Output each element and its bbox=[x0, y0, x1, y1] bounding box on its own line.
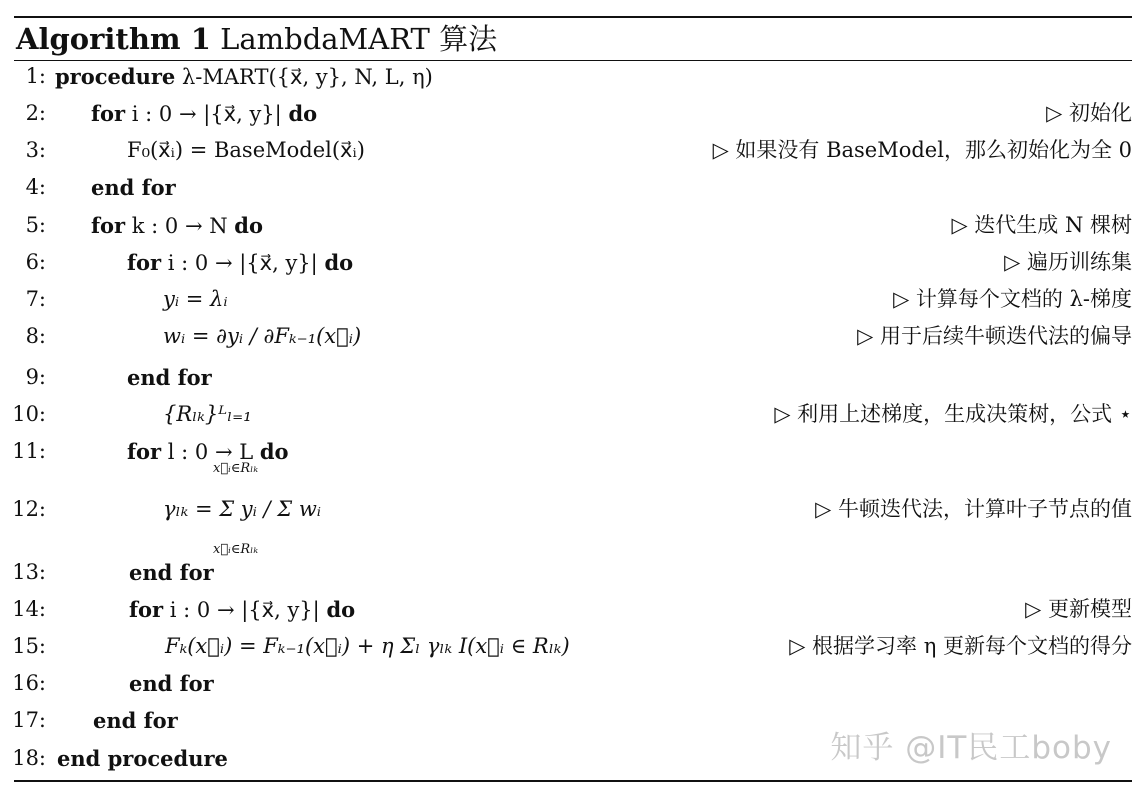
algo-line-10 bbox=[0, 396, 1146, 433]
line-code: Fₖ(x⃗ᵢ) = Fₖ₋₁(x⃗ᵢ) + η Σₗ γₗₖ I(x⃗ᵢ ∈ Rₗₖ) bbox=[165, 634, 570, 658]
algo-line-2 bbox=[0, 95, 1146, 132]
line-comment: ▷ 牛顿迭代法，计算叶子节点的值 bbox=[815, 497, 1132, 521]
bottom-rule bbox=[14, 780, 1132, 782]
line-comment: ▷ 遍历训练集 bbox=[1004, 250, 1132, 274]
algo-line-7 bbox=[0, 281, 1146, 318]
line-number: 11: bbox=[12, 439, 46, 463]
line-code: for i : 0 → |{x⃗, y}| do bbox=[127, 250, 354, 275]
line-code: end for bbox=[91, 175, 176, 200]
watermark: 知乎 @IT民工boby bbox=[830, 730, 1112, 766]
line-number: 13: bbox=[12, 560, 46, 584]
algo-line-9 bbox=[0, 359, 1146, 396]
line-code: {Rₗₖ}ᴸₗ₌₁ bbox=[163, 402, 252, 426]
line-code: for l : 0 → L do bbox=[127, 439, 289, 464]
line-number: 14: bbox=[12, 597, 46, 621]
line-comment: ▷ 计算每个文档的 λ-梯度 bbox=[893, 287, 1132, 311]
line-code: wᵢ = ∂yᵢ / ∂Fₖ₋₁(x⃗ᵢ) bbox=[163, 324, 362, 348]
algorithm-label: Algorithm 1 bbox=[16, 22, 211, 56]
algo-line-6 bbox=[0, 244, 1146, 281]
line-number: 16: bbox=[12, 671, 46, 695]
line-comment: ▷ 如果没有 BaseModel，那么初始化为全 0 bbox=[712, 138, 1132, 162]
line-number: 5: bbox=[25, 213, 46, 237]
line-number: 18: bbox=[12, 746, 46, 770]
algo-line-13 bbox=[0, 554, 1146, 591]
algo-line-4 bbox=[0, 169, 1146, 206]
sum-subscript-numerator: x⃗ᵢ∈Rₗₖ bbox=[213, 461, 259, 476]
algo-line-15 bbox=[0, 628, 1146, 665]
algorithm-name: LambdaMART 算法 bbox=[220, 22, 498, 56]
algo-line-14 bbox=[0, 591, 1146, 628]
line-code: end for bbox=[127, 365, 212, 390]
algo-line-8 bbox=[0, 318, 1146, 355]
algo-line-5 bbox=[0, 207, 1146, 244]
line-code: F₀(x⃗ᵢ) = BaseModel(x⃗ᵢ) bbox=[127, 138, 365, 162]
line-code: γₗₖ = Σ yᵢ / Σ wᵢ bbox=[163, 497, 322, 521]
algo-line-3 bbox=[0, 132, 1146, 169]
line-comment: ▷ 利用上述梯度，生成决策树，公式 ⋆ bbox=[774, 402, 1132, 426]
line-number: 15: bbox=[12, 634, 46, 658]
line-comment: ▷ 迭代生成 N 棵树 bbox=[951, 213, 1132, 237]
line-code: end for bbox=[93, 708, 178, 733]
line-code: for k : 0 → N do bbox=[91, 213, 263, 238]
line-number: 9: bbox=[25, 365, 46, 389]
line-code: end for bbox=[129, 671, 214, 696]
line-comment: ▷ 更新模型 bbox=[1025, 597, 1132, 621]
line-comment: ▷ 用于后续牛顿迭代法的偏导 bbox=[857, 324, 1132, 348]
algo-line-12 bbox=[0, 491, 1146, 528]
line-code: for i : 0 → |{x⃗, y}| do bbox=[129, 597, 356, 622]
line-number: 17: bbox=[12, 708, 46, 732]
line-comment: ▷ 初始化 bbox=[1046, 101, 1132, 125]
line-code: end procedure bbox=[57, 746, 228, 771]
algo-line-16 bbox=[0, 665, 1146, 702]
line-number: 3: bbox=[25, 138, 46, 162]
line-code: procedure λ-MART({x⃗, y}, N, L, η) bbox=[55, 64, 433, 89]
line-number: 1: bbox=[25, 64, 46, 88]
line-comment: ▷ 根据学习率 η 更新每个文档的得分 bbox=[789, 634, 1132, 658]
line-code: yᵢ = λᵢ bbox=[163, 287, 228, 311]
line-number: 6: bbox=[25, 250, 46, 274]
line-number: 12: bbox=[12, 497, 46, 521]
algo-line-1 bbox=[0, 58, 1146, 95]
line-code: for i : 0 → |{x⃗, y}| do bbox=[91, 101, 318, 126]
algorithm-title bbox=[16, 20, 497, 58]
line-number: 7: bbox=[25, 287, 46, 311]
top-rule bbox=[14, 16, 1132, 18]
line-number: 2: bbox=[25, 101, 46, 125]
line-number: 10: bbox=[12, 402, 46, 426]
line-code: end for bbox=[129, 560, 214, 585]
sum-subscript-denominator: x⃗ᵢ∈Rₗₖ bbox=[213, 542, 259, 557]
line-number: 8: bbox=[25, 324, 46, 348]
line-number: 4: bbox=[25, 175, 46, 199]
